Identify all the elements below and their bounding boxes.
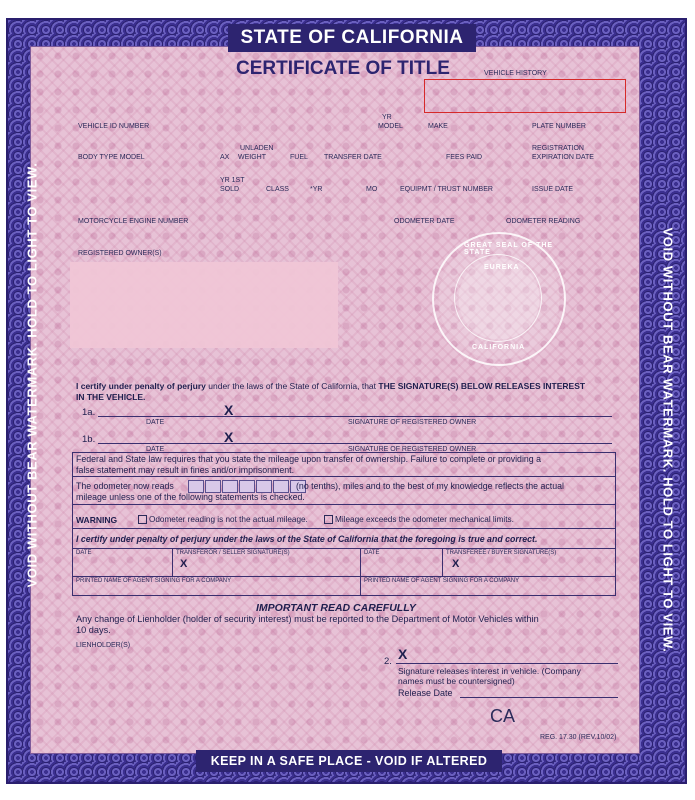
issue-date-label: ISSUE DATE — [532, 186, 574, 193]
statement-divider-1 — [72, 476, 616, 477]
class-label: CLASS — [266, 186, 289, 193]
odometer-reads-suffix: (no tenths), miles and to the best of my knowledge reflects the actual — [296, 481, 564, 491]
release-text-1: Signature releases interest in vehicle. (Company — [398, 666, 581, 676]
certify-line-2: IN THE VEHICLE. — [76, 392, 146, 402]
printed-agent-label-2: PRINTED NAME OF AGENT SIGNING FOR A COMPANY — [364, 578, 520, 584]
sold-label: SOLD — [220, 186, 240, 193]
model-label: MODEL — [378, 123, 403, 130]
release-date-line — [460, 697, 618, 698]
right-side-warning: VOID WITHOUT BEAR WATERMARK. HOLD TO LIGHT TO VIEW. — [660, 227, 676, 653]
statement-divider-3 — [72, 528, 616, 529]
warning-option-2-text: Mileage exceeds the odometer mechanical limits. — [335, 515, 514, 524]
seller-x: X — [180, 558, 188, 570]
col-divider-2 — [360, 548, 361, 596]
vehicle-id-label: VEHICLE ID NUMBER — [78, 123, 150, 130]
odometer-reading-label: ODOMETER READING — [506, 218, 581, 225]
sig-1a-number: 1a. — [82, 407, 96, 418]
document-title: CERTIFICATE OF TITLE — [236, 58, 450, 79]
seller-signature-label: TRANSFEROR / SELLER SIGNATURE(S) — [176, 550, 290, 556]
form-revision: REG. 17.30 (REV.10/02) — [540, 734, 617, 741]
mo-label: MO — [366, 186, 378, 193]
exceeds-limits-checkbox[interactable] — [324, 515, 333, 524]
buyer-date-label: DATE — [364, 550, 380, 556]
expiration-date-label: EXPIRATION DATE — [532, 154, 594, 161]
lienholder-label: LIENHOLDER(S) — [76, 642, 131, 649]
sig-1b-x: X — [224, 429, 234, 445]
col-divider-3 — [442, 548, 443, 576]
fees-paid-label: FEES PAID — [446, 154, 483, 161]
fuel-label: FUEL — [290, 154, 308, 161]
certify-bold-1: I certify under penalty of perjury — [76, 381, 206, 391]
important-line-1: Any change of Lienholder (holder of security interest) must be reported to the Department of Motor Vehicles within — [76, 614, 539, 624]
vehicle-history-box — [424, 79, 626, 113]
unladen-label: UNLADEN — [240, 145, 274, 152]
buyer-x: X — [452, 558, 460, 570]
federal-law-line-1: Federal and State law requires that you state the mileage upon transfer of ownership. Failure to complete or providing a — [76, 454, 542, 464]
seal-top-text: GREAT SEAL OF THE STATE — [464, 242, 554, 256]
important-heading: IMPORTANT READ CAREFULLY — [256, 602, 416, 614]
certify-text-1: under the laws of the State of California, that — [208, 381, 377, 391]
transfer-date-label: TRANSFER DATE — [324, 154, 382, 161]
seal-eureka: EUREKA — [484, 264, 520, 271]
sig-1a-date-label: DATE — [146, 419, 165, 426]
registered-owners-redacted — [70, 262, 338, 348]
plate-number-label: PLATE NUMBER — [532, 123, 586, 130]
statement-divider-5 — [72, 576, 616, 577]
statement-divider-4 — [72, 548, 616, 549]
seller-date-label: DATE — [76, 550, 92, 556]
state-code: CA — [490, 706, 516, 726]
sig-1b-date-label: DATE — [146, 446, 165, 453]
body-type-label: BODY TYPE MODEL — [78, 154, 145, 161]
ax-label: AX — [220, 154, 230, 161]
warning-option-1-text: Odometer reading is not the actual mileage. — [149, 515, 308, 524]
printed-agent-label-1: PRINTED NAME OF AGENT SIGNING FOR A COMPANY — [76, 578, 232, 584]
certify-line-1 — [76, 381, 585, 391]
yr-star-label: *YR — [310, 186, 323, 193]
important-line-2: 10 days. — [76, 625, 111, 635]
great-seal — [432, 232, 566, 366]
motorcycle-engine-label: MOTORCYCLE ENGINE NUMBER — [78, 218, 189, 225]
release-x: X — [398, 646, 408, 662]
statement-divider-2 — [72, 504, 616, 505]
col-divider-1 — [172, 548, 173, 576]
buyer-signature-label: TRANSFEREE / BUYER SIGNATURE(S) — [446, 550, 557, 556]
warning-label: WARNING — [76, 515, 118, 525]
safe-place-banner: KEEP IN A SAFE PLACE - VOID IF ALTERED — [196, 750, 502, 772]
vehicle-history-label: VEHICLE HISTORY — [484, 70, 547, 77]
odometer-reads-label: The odometer now reads — [76, 481, 174, 491]
sig-1b-number: 1b. — [82, 434, 96, 445]
release-signature-line — [396, 663, 618, 664]
weight-label: WEIGHT — [238, 154, 266, 161]
sig-1a-line — [98, 416, 612, 417]
certify-bold-2: THE SIGNATURE(S) BELOW RELEASES INTEREST — [378, 381, 586, 391]
not-actual-checkbox[interactable] — [138, 515, 147, 524]
warning-option-2 — [324, 515, 514, 524]
odometer-reads-line-2: mileage unless one of the following statements is checked. — [76, 492, 305, 502]
registered-owners-label: REGISTERED OWNER(S) — [78, 250, 162, 257]
sig-1a-x: X — [224, 402, 234, 418]
release-text-2: names must be countersigned) — [398, 676, 515, 686]
warning-option-1 — [138, 515, 308, 524]
federal-law-line-2: false statement may result in fines and/or imprisonment. — [76, 465, 295, 475]
release-number: 2. — [384, 656, 392, 667]
odometer-date-label: ODOMETER DATE — [394, 218, 455, 225]
registration-label: REGISTRATION — [532, 145, 584, 152]
release-date-label: Release Date — [398, 688, 453, 698]
sig-1b-line — [98, 443, 612, 444]
yr1st-label: YR 1ST — [220, 177, 245, 184]
sig-1b-owner-label: SIGNATURE OF REGISTERED OWNER — [348, 446, 477, 453]
sig-1a-owner-label: SIGNATURE OF REGISTERED OWNER — [348, 419, 477, 426]
seal-bottom-text: CALIFORNIA — [472, 344, 526, 351]
state-banner: STATE OF CALIFORNIA — [228, 24, 476, 52]
yr-label: YR — [382, 114, 392, 121]
left-side-warning: VOID WITHOUT BEAR WATERMARK. HOLD TO LIGHT TO VIEW. — [24, 162, 40, 588]
make-label: MAKE — [428, 123, 448, 130]
equipmt-label: EQUIPMT / TRUST NUMBER — [400, 186, 493, 193]
certify-foregoing: I certify under penalty of perjury under the laws of the State of California that the foregoing is true and correct. — [76, 534, 538, 544]
